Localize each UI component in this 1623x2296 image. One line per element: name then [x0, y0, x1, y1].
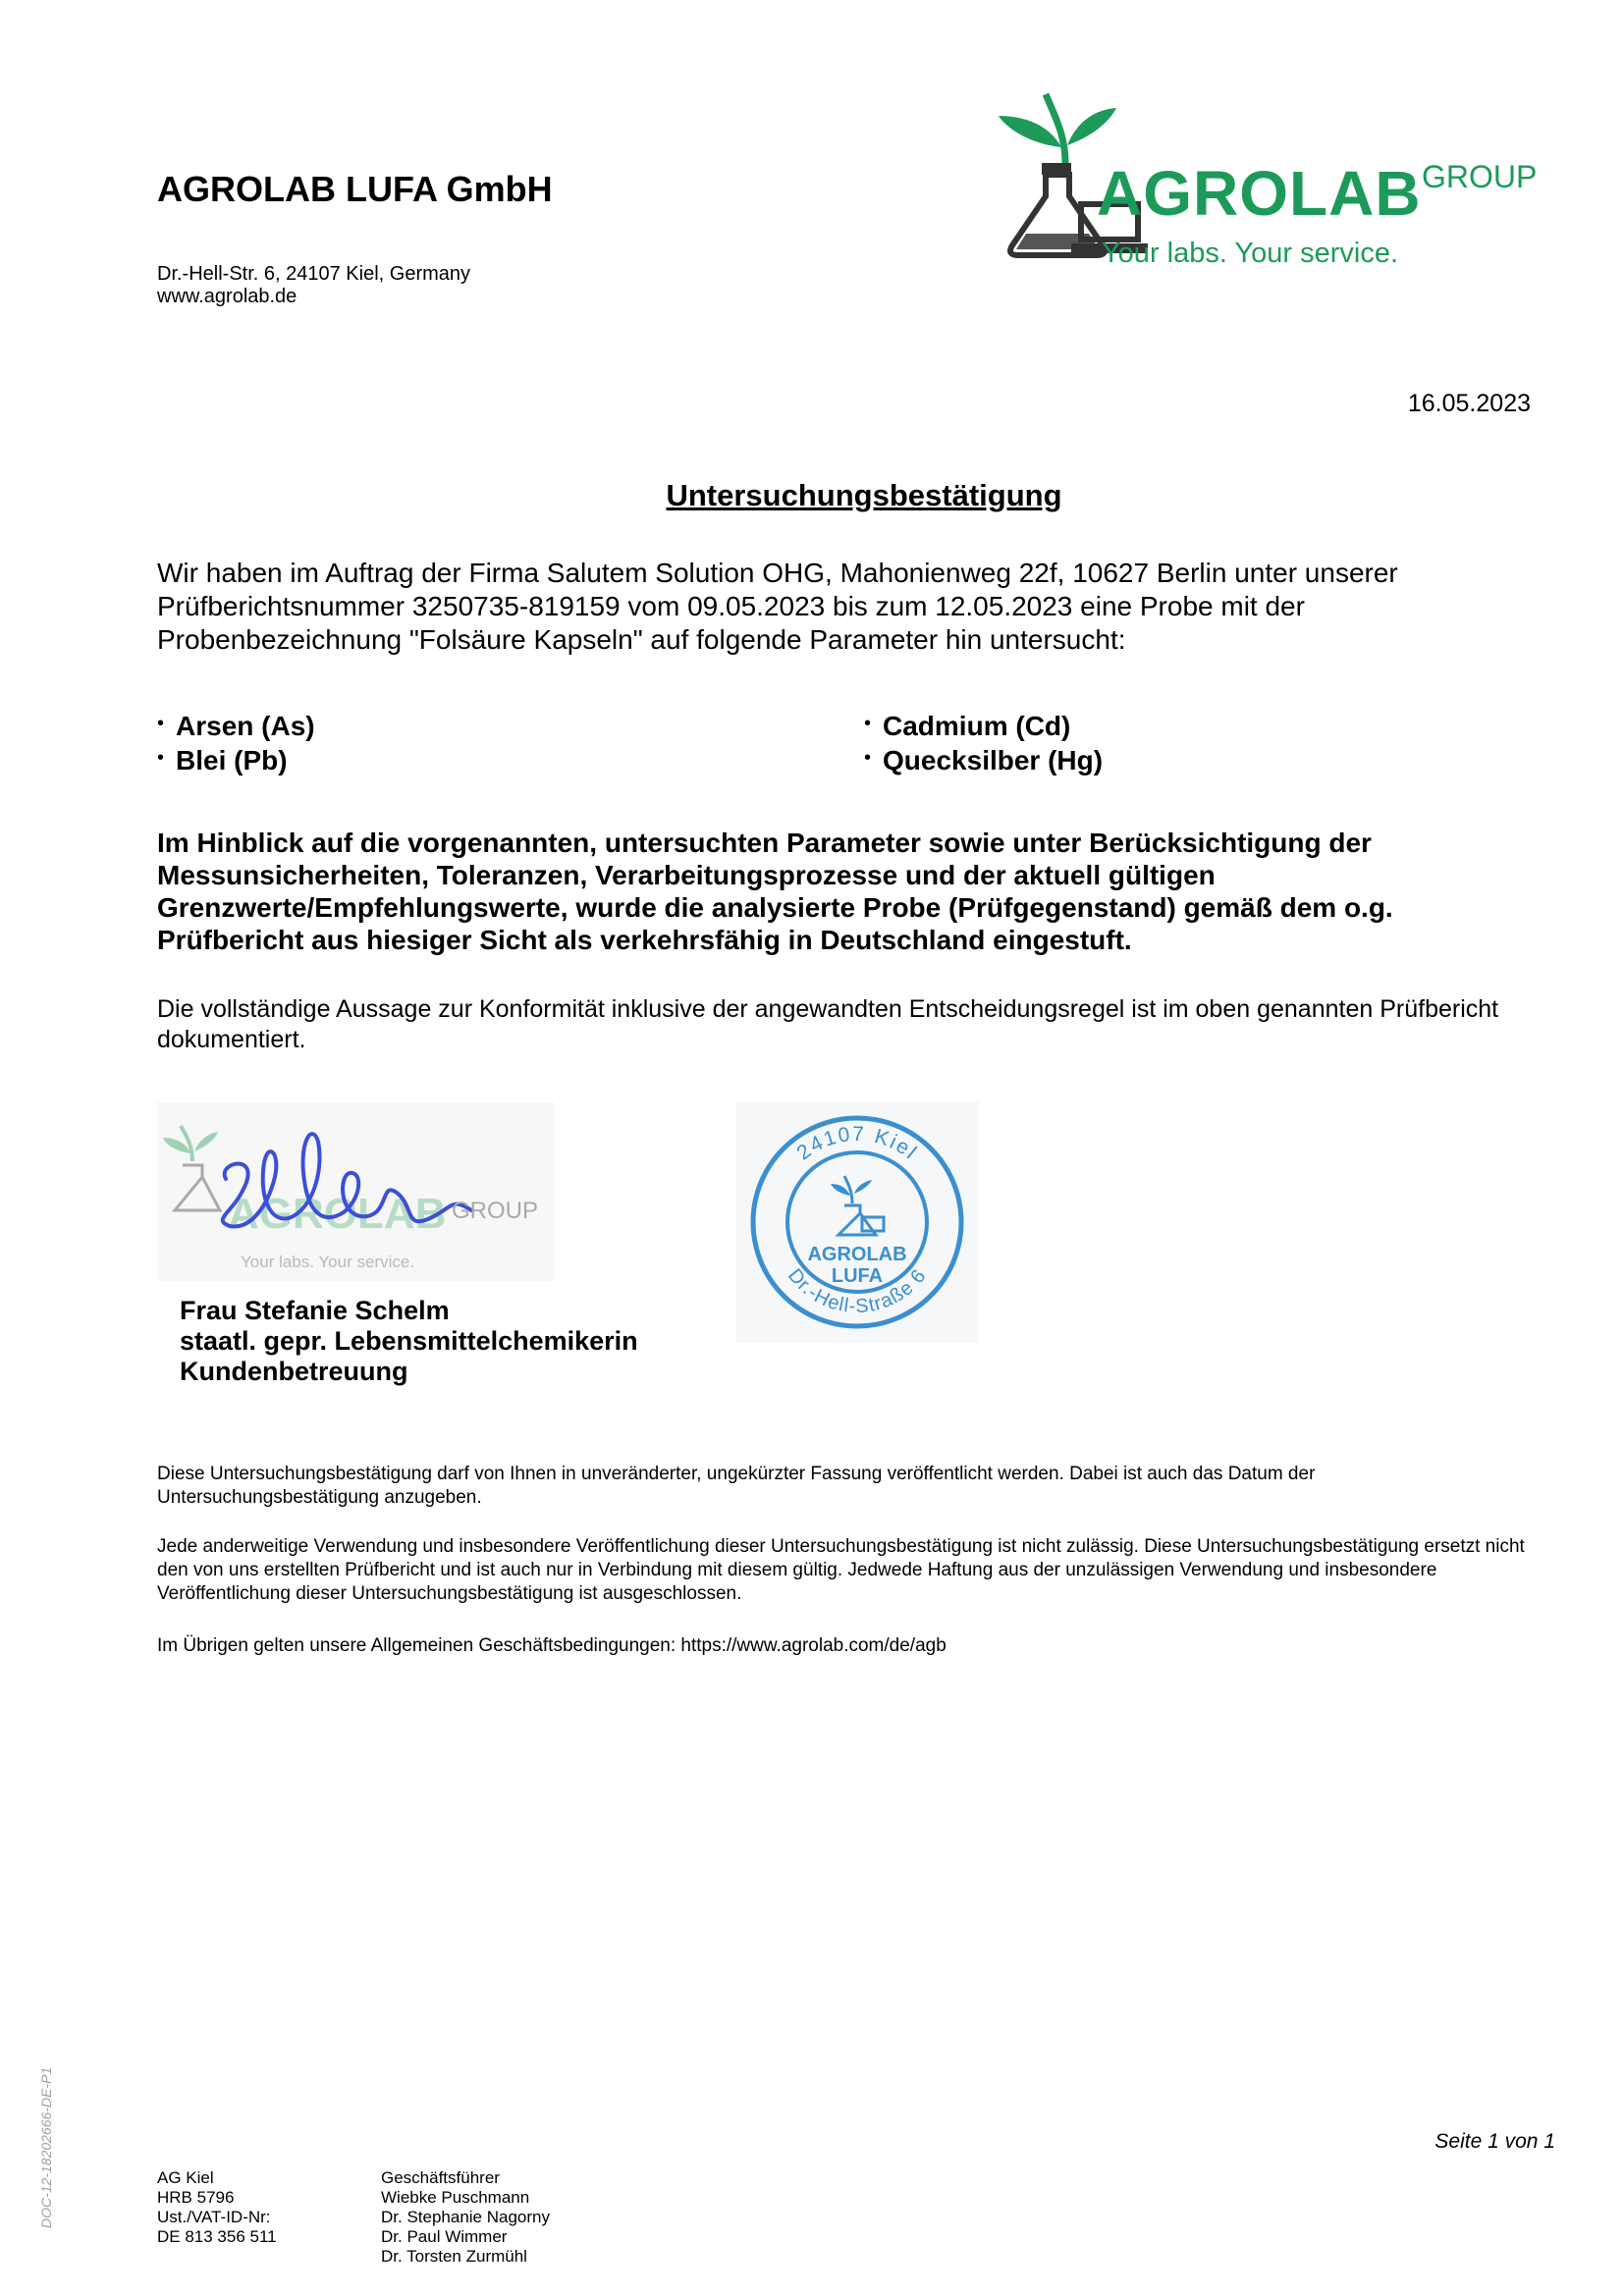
footer-line: Ust./VAT-ID-Nr: [157, 2208, 271, 2226]
stamp-center-line2: LUFA [831, 1265, 884, 1287]
list-item: • Blei (Pb) [157, 745, 288, 775]
company-name: AGROLAB LUFA GmbH [157, 169, 553, 209]
logo-tagline: Your labs. Your service. [1102, 238, 1399, 269]
company-address [157, 263, 470, 308]
signer-name: Frau Stefanie Schelm [180, 1296, 450, 1325]
signature-logo-tagline: Your labs. Your service. [241, 1253, 415, 1271]
list-item: • Quecksilber (Hg) [864, 745, 1104, 775]
svg-text:AGROLAB: AGROLAB [228, 1190, 447, 1238]
footer-line: Geschäftsführer [381, 2168, 500, 2187]
document-code: DOC-12-18202666-DE-P1 [38, 2066, 54, 2228]
footer-line: Dr. Paul Wimmer [381, 2227, 508, 2246]
signature-logo-group: GROUP [452, 1198, 539, 1224]
intro-paragraph: Wir haben im Auftrag der Firma Salutem Solution OHG, Mahonienweg 22f, 10627 Berlin unter unserer Prüfberichtsnummer 3250735-819159 vom 09.05.2023 bis zum 12.05.2023 eine Probe mit der Probenbezeichnung "Folsäure Kapseln" auf folgende Parameter hin untersucht: [157, 558, 1398, 655]
footer-line: Dr. Torsten Zurmühl [381, 2247, 527, 2266]
stamp-center-line1: AGROLAB [807, 1244, 907, 1265]
verdict-paragraph: Im Hinblick auf die vorgenannten, untersuchten Parameter sowie unter Berücksichtigung der Messunsicherheiten, Toleranzen, Verarbeitungsprozesse und der aktuell gültigen Grenzwerte/Empfehlungswerte, wurde die analysierte Probe (Prüfgegenstand) gemäß dem o.g. Prüfbericht aus hiesiger Sicht als verkehrsfähig in Deutschland eingestuft. [157, 828, 1393, 955]
footer-line: AG Kiel [157, 2168, 214, 2187]
stamp-top-text: 24107 Kiel [792, 1122, 923, 1165]
list-item: • Cadmium (Cd) [864, 711, 1071, 741]
footer-line: Wiebke Puschmann [381, 2188, 530, 2207]
signer-qualification: staatl. gepr. Lebensmittelchemikerin [180, 1326, 638, 1356]
company-stamp [736, 1101, 978, 1343]
signer-block [180, 1296, 638, 1387]
page-number: Seite 1 von 1 [1434, 2130, 1555, 2153]
stamp-bottom-text: Dr.-Hell-Straße 6 [783, 1264, 931, 1318]
conformity-note: Die vollständige Aussage zur Konformität inklusive der angewandten Entscheidungsregel ist im oben genannten Prüfbericht dokumentiert. [157, 995, 1499, 1053]
legal-paragraph-1: Diese Untersuchungsbestätigung darf von Ihnen in unveränderter, ungekürzter Fassung veröffentlicht werden. Dabei ist auch das Datum der Untersuchungsbestätigung anzugeben. [157, 1464, 1316, 1508]
logo-wordmark: AGROLAB [1097, 158, 1422, 229]
logo-group: GROUP [1422, 159, 1538, 194]
address-line: Dr.-Hell-Str. 6, 24107 Kiel, Germany [157, 263, 471, 285]
footer-line: HRB 5796 [157, 2188, 235, 2207]
document-date: 16.05.2023 [1407, 390, 1531, 417]
document-title: Untersuchungsbestätigung [666, 478, 1062, 512]
legal-paragraph-3: Im Übrigen gelten unsere Allgemeinen Geschäftsbedingungen: https://www.agrolab.com/de/agb [157, 1635, 947, 1656]
footer-registration [157, 2168, 277, 2247]
website-link[interactable]: www.agrolab.de [157, 286, 298, 307]
footer-line: Dr. Stephanie Nagorny [381, 2208, 550, 2226]
legal-paragraph-2: Jede anderweitige Verwendung und insbesondere Veröffentlichung dieser Untersuchungsbestätigung ist nicht zulässig. Diese Untersuchungsbestätigung ersetzt nicht den von uns erstellten Prüfbericht und ist auch nur in Verbindung mit diesem gültig. Jedwede Haftung aus der unzulässigen Verwendung und insbesondere Veröffentlichung dieser Untersuchungsbestätigung ist ausgeschlossen. [157, 1536, 1525, 1604]
signer-role: Kundenbetreuung [180, 1357, 408, 1386]
footer-line: DE 813 356 511 [157, 2227, 277, 2246]
list-item: • Arsen (As) [157, 711, 315, 741]
footer-management [381, 2168, 550, 2267]
